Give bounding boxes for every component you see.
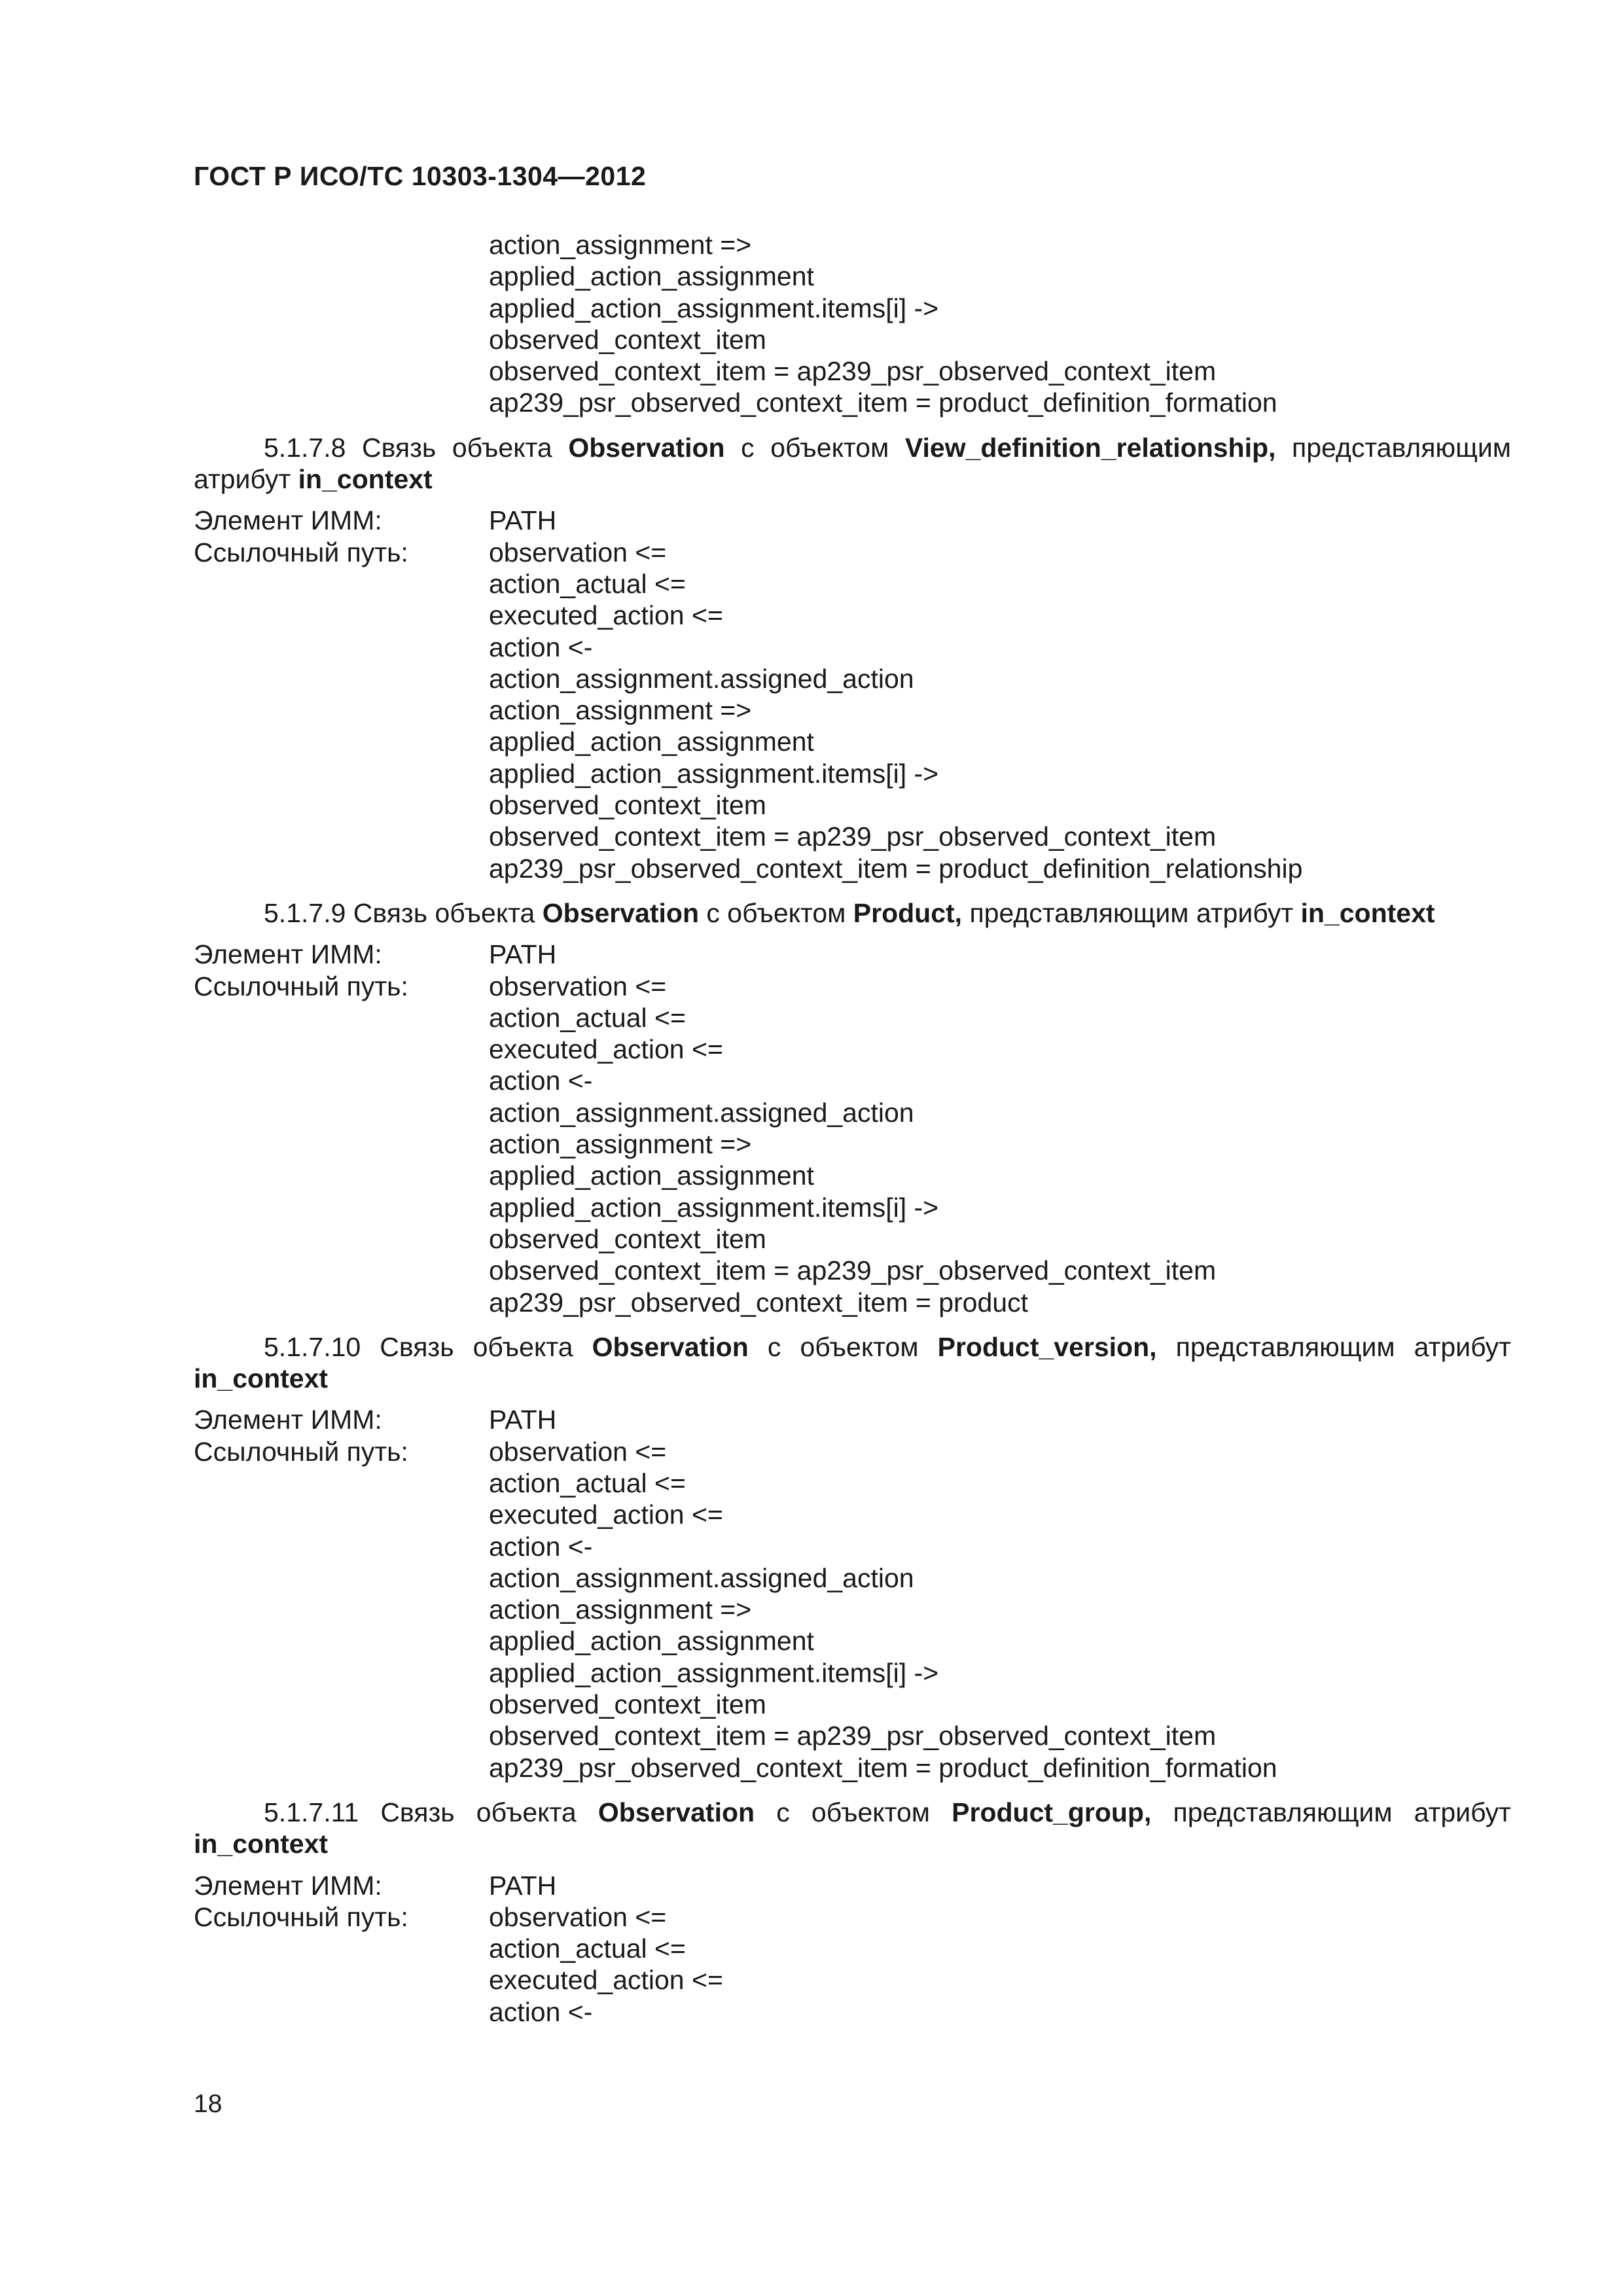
path-line: observed_context_item: [489, 790, 766, 821]
path-line: observed_context_item: [489, 324, 766, 355]
path-lines: [489, 1436, 1277, 1784]
path-line: action_assignment.assigned_action: [489, 1097, 914, 1128]
path-line: observed_context_item = ap239_psr_observed_context_item: [489, 821, 1217, 852]
path-line: action_assignment =>: [489, 695, 752, 726]
path-label: Ссылочный путь:: [194, 1901, 408, 1932]
path-line: action_actual <=: [489, 1467, 686, 1498]
path-line: observed_context_item: [489, 1223, 766, 1254]
path-label: Ссылочный путь:: [194, 1436, 408, 1467]
path-row: [194, 1901, 1511, 2028]
element-row: [194, 505, 1511, 536]
element-value: PATH: [489, 1870, 557, 1901]
path-line: executed_action <=: [489, 600, 723, 631]
element-label: Элемент ИММ:: [194, 939, 382, 970]
path-row: [194, 1436, 1511, 1784]
path-line: action_actual <=: [489, 1933, 686, 1964]
section-5-1-7-8: [194, 432, 1511, 884]
attribute-name: in_context: [298, 464, 433, 495]
section-number: 5.1.7.8: [264, 432, 346, 463]
section-5-1-7-11: [194, 1797, 1511, 2028]
entity-name: Observation: [597, 1797, 755, 1827]
path-lines: [489, 537, 1302, 884]
section-number: 5.1.7.9: [264, 897, 346, 928]
path-line: action_assignment =>: [489, 230, 752, 260]
section-5-1-7-9: [194, 897, 1511, 1318]
section-number: 5.1.7.11: [264, 1797, 359, 1827]
attribute-name: in_context: [194, 1829, 329, 1859]
entity-name: Product_version,: [937, 1331, 1157, 1362]
section-number: 5.1.7.10: [264, 1331, 361, 1362]
element-label: Элемент ИММ:: [194, 1870, 382, 1901]
page-number: 18: [194, 2090, 223, 2118]
intro-path-lines: [489, 229, 1511, 419]
document-header: ГОСТ Р ИСО/ТС 10303-1304—2012: [194, 161, 647, 191]
path-line: observed_context_item: [489, 1689, 766, 1720]
section-heading: 5.1.7.11 Связь объекта Observation с объектом Product_group, представляющим атрибут in_context: [194, 1797, 1511, 1859]
path-line: applied_action_assignment: [489, 261, 814, 292]
path-line: ap239_psr_observed_context_item = product_definition_formation: [489, 387, 1277, 418]
element-value: PATH: [489, 505, 557, 536]
entity-name: Observation: [542, 897, 699, 928]
path-line: observation <=: [489, 1436, 667, 1467]
entity-name: Product,: [853, 897, 963, 928]
path-line: action_assignment =>: [489, 1594, 752, 1625]
path-line: observation <=: [489, 971, 667, 1001]
element-row: [194, 1404, 1511, 1435]
element-row: [194, 1870, 1511, 1901]
path-line: action_actual <=: [489, 1002, 686, 1033]
path-line: action_assignment.assigned_action: [489, 1562, 914, 1593]
path-line: applied_action_assignment.items[i] ->: [489, 293, 939, 323]
entity-name: Observation: [568, 432, 725, 463]
path-line: applied_action_assignment.items[i] ->: [489, 1657, 939, 1688]
path-line: applied_action_assignment: [489, 726, 814, 757]
path-lines: [489, 1901, 723, 2028]
path-row: [194, 537, 1511, 884]
path-line: action_actual <=: [489, 568, 686, 599]
path-line: executed_action <=: [489, 1499, 723, 1530]
path-lines: [489, 971, 1216, 1318]
entity-name: Observation: [592, 1331, 749, 1362]
path-line: executed_action <=: [489, 1034, 723, 1065]
path-line: action <-: [489, 632, 593, 662]
path-line: action_assignment =>: [489, 1129, 752, 1160]
entity-name: View_definition_relationship,: [904, 432, 1276, 463]
path-line: observed_context_item = ap239_psr_observed_context_item: [489, 1255, 1217, 1286]
path-line: observation <=: [489, 1901, 667, 1932]
element-row: [194, 939, 1511, 970]
path-line: applied_action_assignment.items[i] ->: [489, 1192, 939, 1223]
section-heading: 5.1.7.9 Связь объекта Observation с объектом Product, представляющим атрибут in_context: [264, 897, 1435, 928]
path-line: ap239_psr_observed_context_item = product_definition_formation: [489, 1752, 1277, 1783]
document-body: [194, 229, 1511, 2028]
path-line: applied_action_assignment: [489, 1160, 814, 1191]
path-line: action <-: [489, 1066, 593, 1096]
path-label: Ссылочный путь:: [194, 537, 408, 567]
path-line: applied_action_assignment: [489, 1626, 814, 1657]
path-line: ap239_psr_observed_context_item = product_definition_relationship: [489, 853, 1303, 884]
entity-name: Product_group,: [952, 1797, 1152, 1827]
path-label: Ссылочный путь:: [194, 971, 408, 1001]
path-line: action <-: [489, 1531, 593, 1562]
path-line: executed_action <=: [489, 1965, 723, 1996]
element-value: PATH: [489, 1405, 557, 1435]
attribute-name: in_context: [194, 1363, 329, 1394]
element-value: PATH: [489, 939, 557, 970]
element-label: Элемент ИММ:: [194, 1405, 382, 1435]
section-5-1-7-10: [194, 1331, 1511, 1784]
section-heading: 5.1.7.10 Связь объекта Observation с объектом Product_version, представляющим атрибут in_context: [194, 1331, 1511, 1394]
path-line: applied_action_assignment.items[i] ->: [489, 758, 939, 789]
path-row: [194, 971, 1511, 1318]
path-line: action_assignment.assigned_action: [489, 663, 914, 694]
path-line: ap239_psr_observed_context_item = product: [489, 1287, 1028, 1318]
path-line: observed_context_item = ap239_psr_observed_context_item: [489, 1721, 1217, 1751]
path-line: observed_context_item = ap239_psr_observed_context_item: [489, 356, 1217, 387]
section-heading: 5.1.7.8 Связь объекта Observation с объектом View_definition_relationship, представляющим атрибут in_context: [194, 432, 1511, 495]
element-label: Элемент ИММ:: [194, 505, 382, 536]
path-line: action <-: [489, 1996, 593, 2027]
path-line: observation <=: [489, 537, 667, 567]
attribute-name: in_context: [1300, 897, 1435, 928]
